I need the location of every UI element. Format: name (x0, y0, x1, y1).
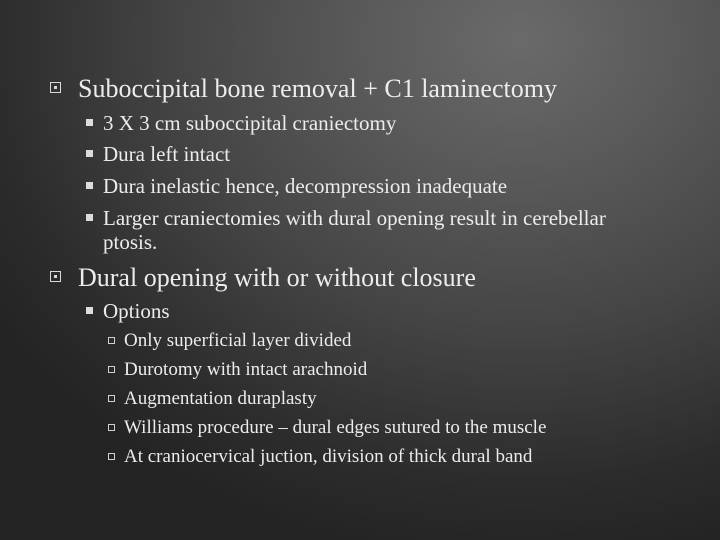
filled-square-bullet-icon (86, 307, 93, 314)
sub-bullet-text: At craniocervical juction, division of thick dural band (124, 446, 533, 467)
hollow-square-bullet-icon (108, 453, 115, 460)
hollow-square-bullet-icon (108, 366, 115, 373)
heading-text: Suboccipital bone removal + C1 laminectomy (78, 74, 557, 103)
sub-bullet-text: Only superficial layer divided (124, 330, 352, 351)
sub-bullet-text: Augmentation duraplasty (124, 388, 317, 409)
heading-text: Dural opening with or without closure (78, 263, 476, 292)
bullet-text: Dura left intact (103, 142, 231, 166)
filled-square-bullet-icon (86, 214, 93, 221)
hollow-square-bullet-icon (108, 395, 115, 402)
square-bullet-icon (50, 82, 61, 93)
filled-square-bullet-icon (86, 150, 93, 157)
bullet-text: Larger craniectomies with dural opening result in cerebellar ptosis. (103, 206, 606, 254)
hollow-square-bullet-icon (108, 424, 115, 431)
bullet-text: Dura inelastic hence, decompression inadequate (103, 174, 508, 198)
filled-square-bullet-icon (86, 182, 93, 189)
bullet-text: Options (103, 299, 170, 323)
square-bullet-icon (50, 271, 61, 282)
sub-bullet-text: Williams procedure – dural edges sutured to the muscle (124, 417, 547, 438)
sub-bullet-text: Durotomy with intact arachnoid (124, 359, 368, 380)
filled-square-bullet-icon (86, 119, 93, 126)
hollow-square-bullet-icon (108, 337, 115, 344)
bullet-text: 3 X 3 cm suboccipital craniectomy (103, 111, 397, 135)
